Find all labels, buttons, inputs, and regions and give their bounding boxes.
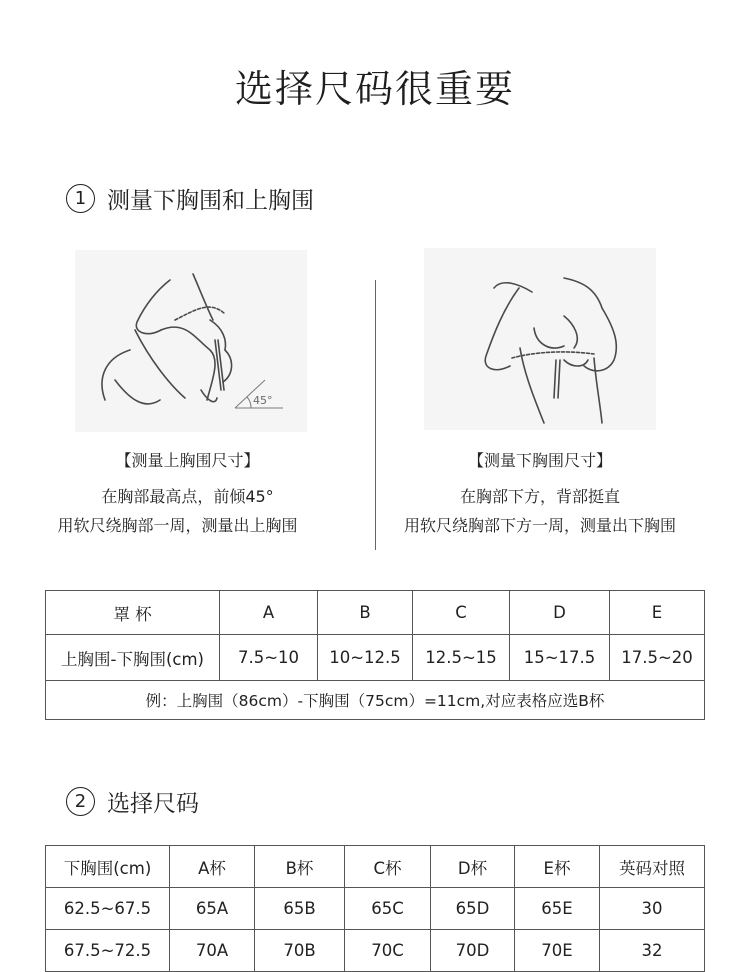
cup-table-header-row [46, 591, 705, 635]
section-2-label: 选择尺码 [107, 791, 199, 817]
size-header-cell: C杯 [345, 846, 431, 888]
cup-header-cell: B [318, 591, 413, 635]
section-1-title [66, 182, 314, 215]
size-cell: 70B [255, 930, 345, 972]
cup-header-cell: 罩 杯 [46, 591, 220, 635]
cup-cell: 10~12.5 [318, 635, 413, 681]
size-cell: 70A [170, 930, 255, 972]
cup-size-table [45, 590, 705, 720]
upper-bust-caption-title: 【测量上胸围尺寸】 [115, 451, 260, 470]
section-2-number: 2 [66, 787, 95, 816]
size-header-cell: 下胸围(cm) [46, 846, 170, 888]
cup-header-cell: C [413, 591, 510, 635]
size-cell: 30 [600, 888, 705, 930]
upper-bust-drawing [75, 250, 307, 432]
section-1-number: 1 [66, 184, 95, 213]
upper-bust-caption-line-1: 在胸部最高点，前倾45° [101, 487, 274, 506]
size-cell: 65B [255, 888, 345, 930]
upper-bust-caption-line-2: 用软尺绕胸部一周，测量出上胸围 [57, 516, 298, 535]
cup-header-cell: D [510, 591, 610, 635]
size-cell: 65A [170, 888, 255, 930]
size-cell: 65D [431, 888, 515, 930]
size-cell: 70D [431, 930, 515, 972]
cup-cell: 7.5~10 [220, 635, 318, 681]
size-header-cell: E杯 [515, 846, 600, 888]
under-bust-drawing [424, 248, 656, 430]
size-cell: 70E [515, 930, 600, 972]
cup-cell: 15~17.5 [510, 635, 610, 681]
cup-cell: 17.5~20 [610, 635, 705, 681]
size-header-cell: B杯 [255, 846, 345, 888]
upper-bust-illustration [75, 250, 307, 432]
size-cell: 67.5~72.5 [46, 930, 170, 972]
angle-label: 45° [253, 394, 273, 407]
vertical-divider [375, 280, 376, 550]
cup-table-example-row [46, 681, 705, 720]
size-table-row [46, 888, 705, 930]
under-bust-caption-title: 【测量下胸围尺寸】 [467, 451, 612, 470]
size-header-cell: 英码对照 [600, 846, 705, 888]
size-cell: 62.5~67.5 [46, 888, 170, 930]
page-title: 选择尺码很重要 [234, 67, 515, 111]
size-header-cell: D杯 [431, 846, 515, 888]
size-table-header-row [46, 846, 705, 888]
section-2-title [66, 785, 199, 818]
under-bust-caption-line-1: 在胸部下方，背部挺直 [459, 487, 620, 506]
cup-header-cell: E [610, 591, 705, 635]
section-1-label: 测量下胸围和上胸围 [107, 188, 314, 214]
size-header-cell: A杯 [170, 846, 255, 888]
cup-table-row [46, 635, 705, 681]
cup-example-text: 例：上胸围（86cm）-下胸围（75cm）=11cm,对应表格应选B杯 [46, 681, 705, 720]
cup-header-cell: A [220, 591, 318, 635]
size-table [45, 845, 705, 972]
under-bust-illustration [424, 248, 656, 430]
size-cell: 70C [345, 930, 431, 972]
under-bust-caption-line-2: 用软尺绕胸部下方一周，测量出下胸围 [403, 516, 676, 535]
cup-cell: 上胸围-下胸围(cm) [46, 635, 220, 681]
size-table-row [46, 930, 705, 972]
size-cell: 65E [515, 888, 600, 930]
cup-cell: 12.5~15 [413, 635, 510, 681]
size-cell: 65C [345, 888, 431, 930]
size-cell: 32 [600, 930, 705, 972]
